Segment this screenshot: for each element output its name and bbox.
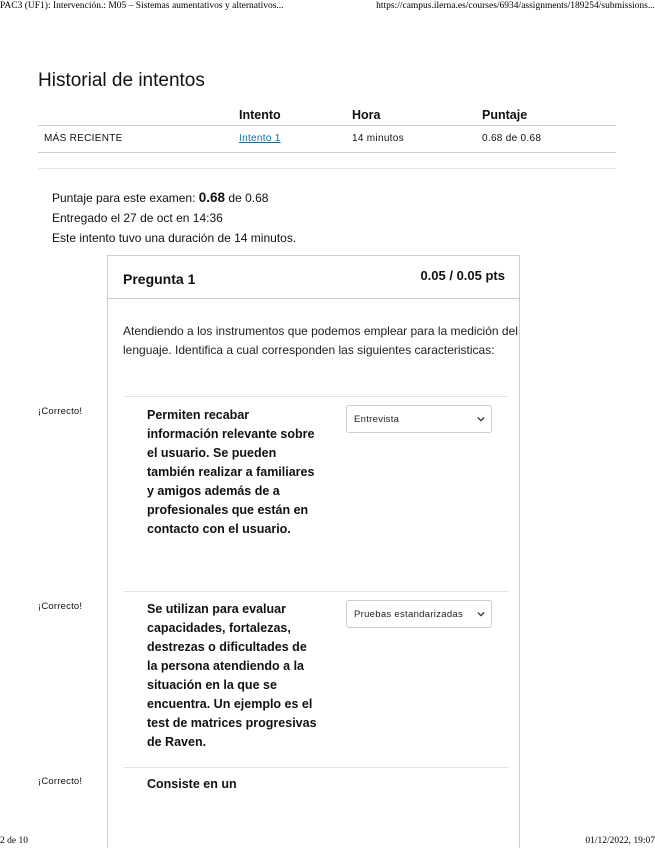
print-header-title: PAC3 (UF1): Intervención.: M05 – Sistemas aumentativos y alternativos... [0, 1, 284, 11]
column-header-score: Puntaje [482, 104, 616, 126]
print-footer [0, 834, 655, 848]
column-header-time: Hora [352, 104, 482, 126]
print-datetime: 01/12/2022, 19:07 [585, 836, 655, 846]
answer-select[interactable] [346, 405, 492, 433]
correct-badge: ¡Correcto! [38, 406, 83, 417]
attempt-link[interactable]: Intento 1 [239, 133, 281, 144]
question-card [107, 255, 520, 848]
attempt-summary [52, 188, 296, 248]
match-statement: Se utilizan para evaluar capacidades, fortalezas, destrezas o dificultades de la persona atendiendo a la situación en la que se encuentra. Un ejemplo es el test de matrices progresivas de Raven. [147, 602, 317, 749]
column-header-empty [38, 104, 239, 126]
attempt-score: 0.68 de 0.68 [482, 126, 616, 153]
page-number: 2 de 10 [0, 836, 28, 846]
attempt-label: MÁS RECIENTE [38, 126, 239, 153]
answer-select[interactable] [346, 600, 492, 628]
match-statement: Consiste en un [147, 777, 237, 791]
correct-badge: ¡Correcto! [38, 776, 83, 787]
print-header [0, 0, 655, 14]
chevron-down-icon [477, 415, 485, 423]
question-title: Pregunta 1 [123, 271, 196, 287]
duration-line: Este intento tuvo una duración de 14 minutos. [52, 231, 297, 245]
column-header-attempt: Intento [239, 104, 352, 126]
table-header-row [38, 104, 616, 126]
correct-badge: ¡Correcto! [38, 601, 83, 612]
match-statement: Permiten recabar información relevante sobre el usuario. Se pueden también realizar a familiares y amigos además de a profesionales que están en contacto con el usuario. [147, 408, 315, 536]
history-title: Historial de intentos [38, 70, 205, 91]
table-row [38, 126, 616, 153]
question-text: Atendiendo a los instrumentos que podemos emplear para la medición del lenguaje. Identifica a cual corresponden las siguientes caracteristicas: [123, 324, 518, 357]
attempt-cell [239, 126, 352, 153]
row-divider [123, 767, 508, 768]
score-suffix: de 0.68 [228, 191, 269, 205]
row-divider [123, 591, 508, 592]
attempt-history-table [38, 104, 616, 153]
score-prefix: Puntaje para este examen: [52, 191, 196, 205]
submitted-line: Entregado el 27 de oct en 14:36 [52, 211, 223, 225]
answer-select-value: Entrevista [354, 414, 400, 425]
answer-select-value: Pruebas estandarizadas [354, 609, 464, 620]
score-value: 0.68 [198, 190, 226, 205]
question-points: 0.05 / 0.05 pts [420, 268, 505, 283]
chevron-down-icon [477, 610, 485, 618]
attempt-time: 14 minutos [352, 126, 482, 153]
section-divider [38, 168, 616, 169]
score-line [52, 188, 296, 208]
row-divider [123, 396, 508, 397]
question-header [108, 256, 519, 299]
print-header-url: https://campus.ilerna.es/courses/6934/assignments/189254/submissions... [376, 1, 655, 11]
